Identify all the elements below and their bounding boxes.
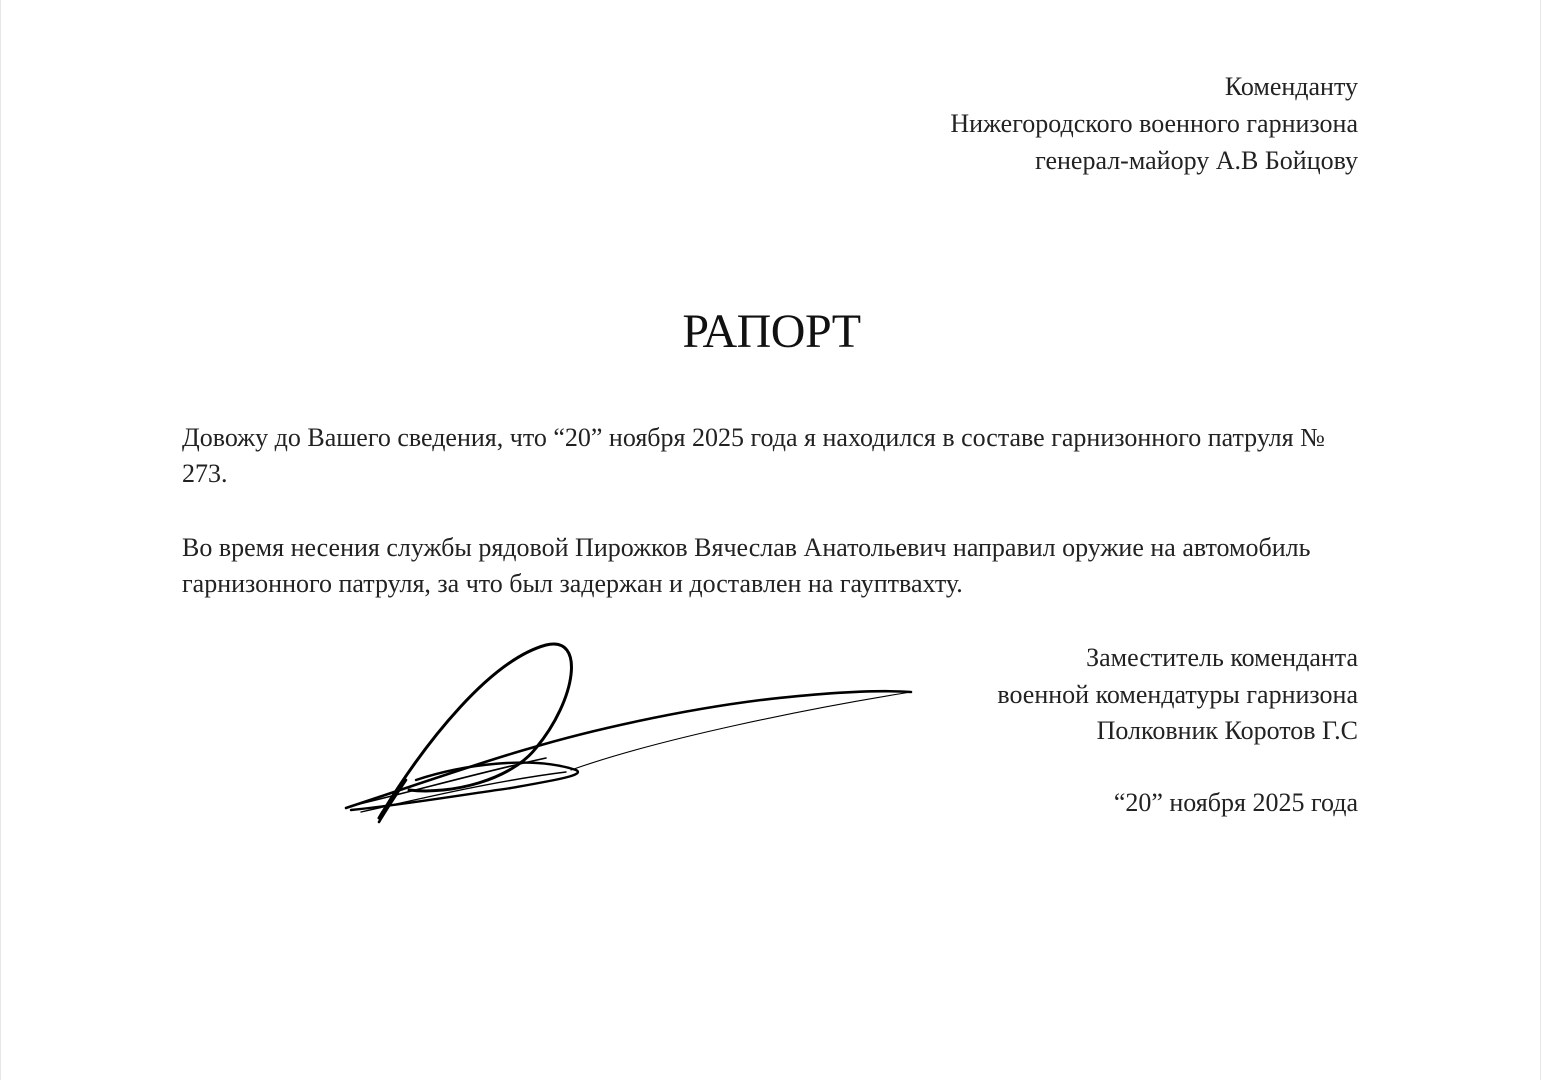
signer-unit: военной комендатуры гарнизона <box>997 679 1358 709</box>
report-paragraph-2: Во время несения службы рядовой Пирожков Вячеслав Анатольевич направил оружие на автомобиль гарнизонного патруля, за что был задержан и доставлен на гауптвахту. <box>182 533 1311 598</box>
signer-position: Заместитель коменданта <box>1086 643 1358 672</box>
addressee-line-garrison: Нижегородского военного гарнизона <box>950 109 1358 138</box>
report-paragraph-1: Довожу до Вашего сведения, что “20” ноября 2025 года я находился в составе гарнизонного патруля № 273. <box>182 423 1325 488</box>
signature-date: “20” ноября 2025 года <box>1113 788 1358 817</box>
addressee-line-name: генерал-майору А.В Бойцову <box>1035 146 1358 175</box>
addressee-line-position: Коменданту <box>1224 72 1358 101</box>
signer-block <box>997 640 1358 750</box>
document-title: РАПОРТ <box>682 305 861 358</box>
handwritten-signature <box>331 630 931 840</box>
addressee-block <box>950 68 1358 179</box>
signer-name: Полковник Коротов Г.С <box>1096 716 1358 745</box>
